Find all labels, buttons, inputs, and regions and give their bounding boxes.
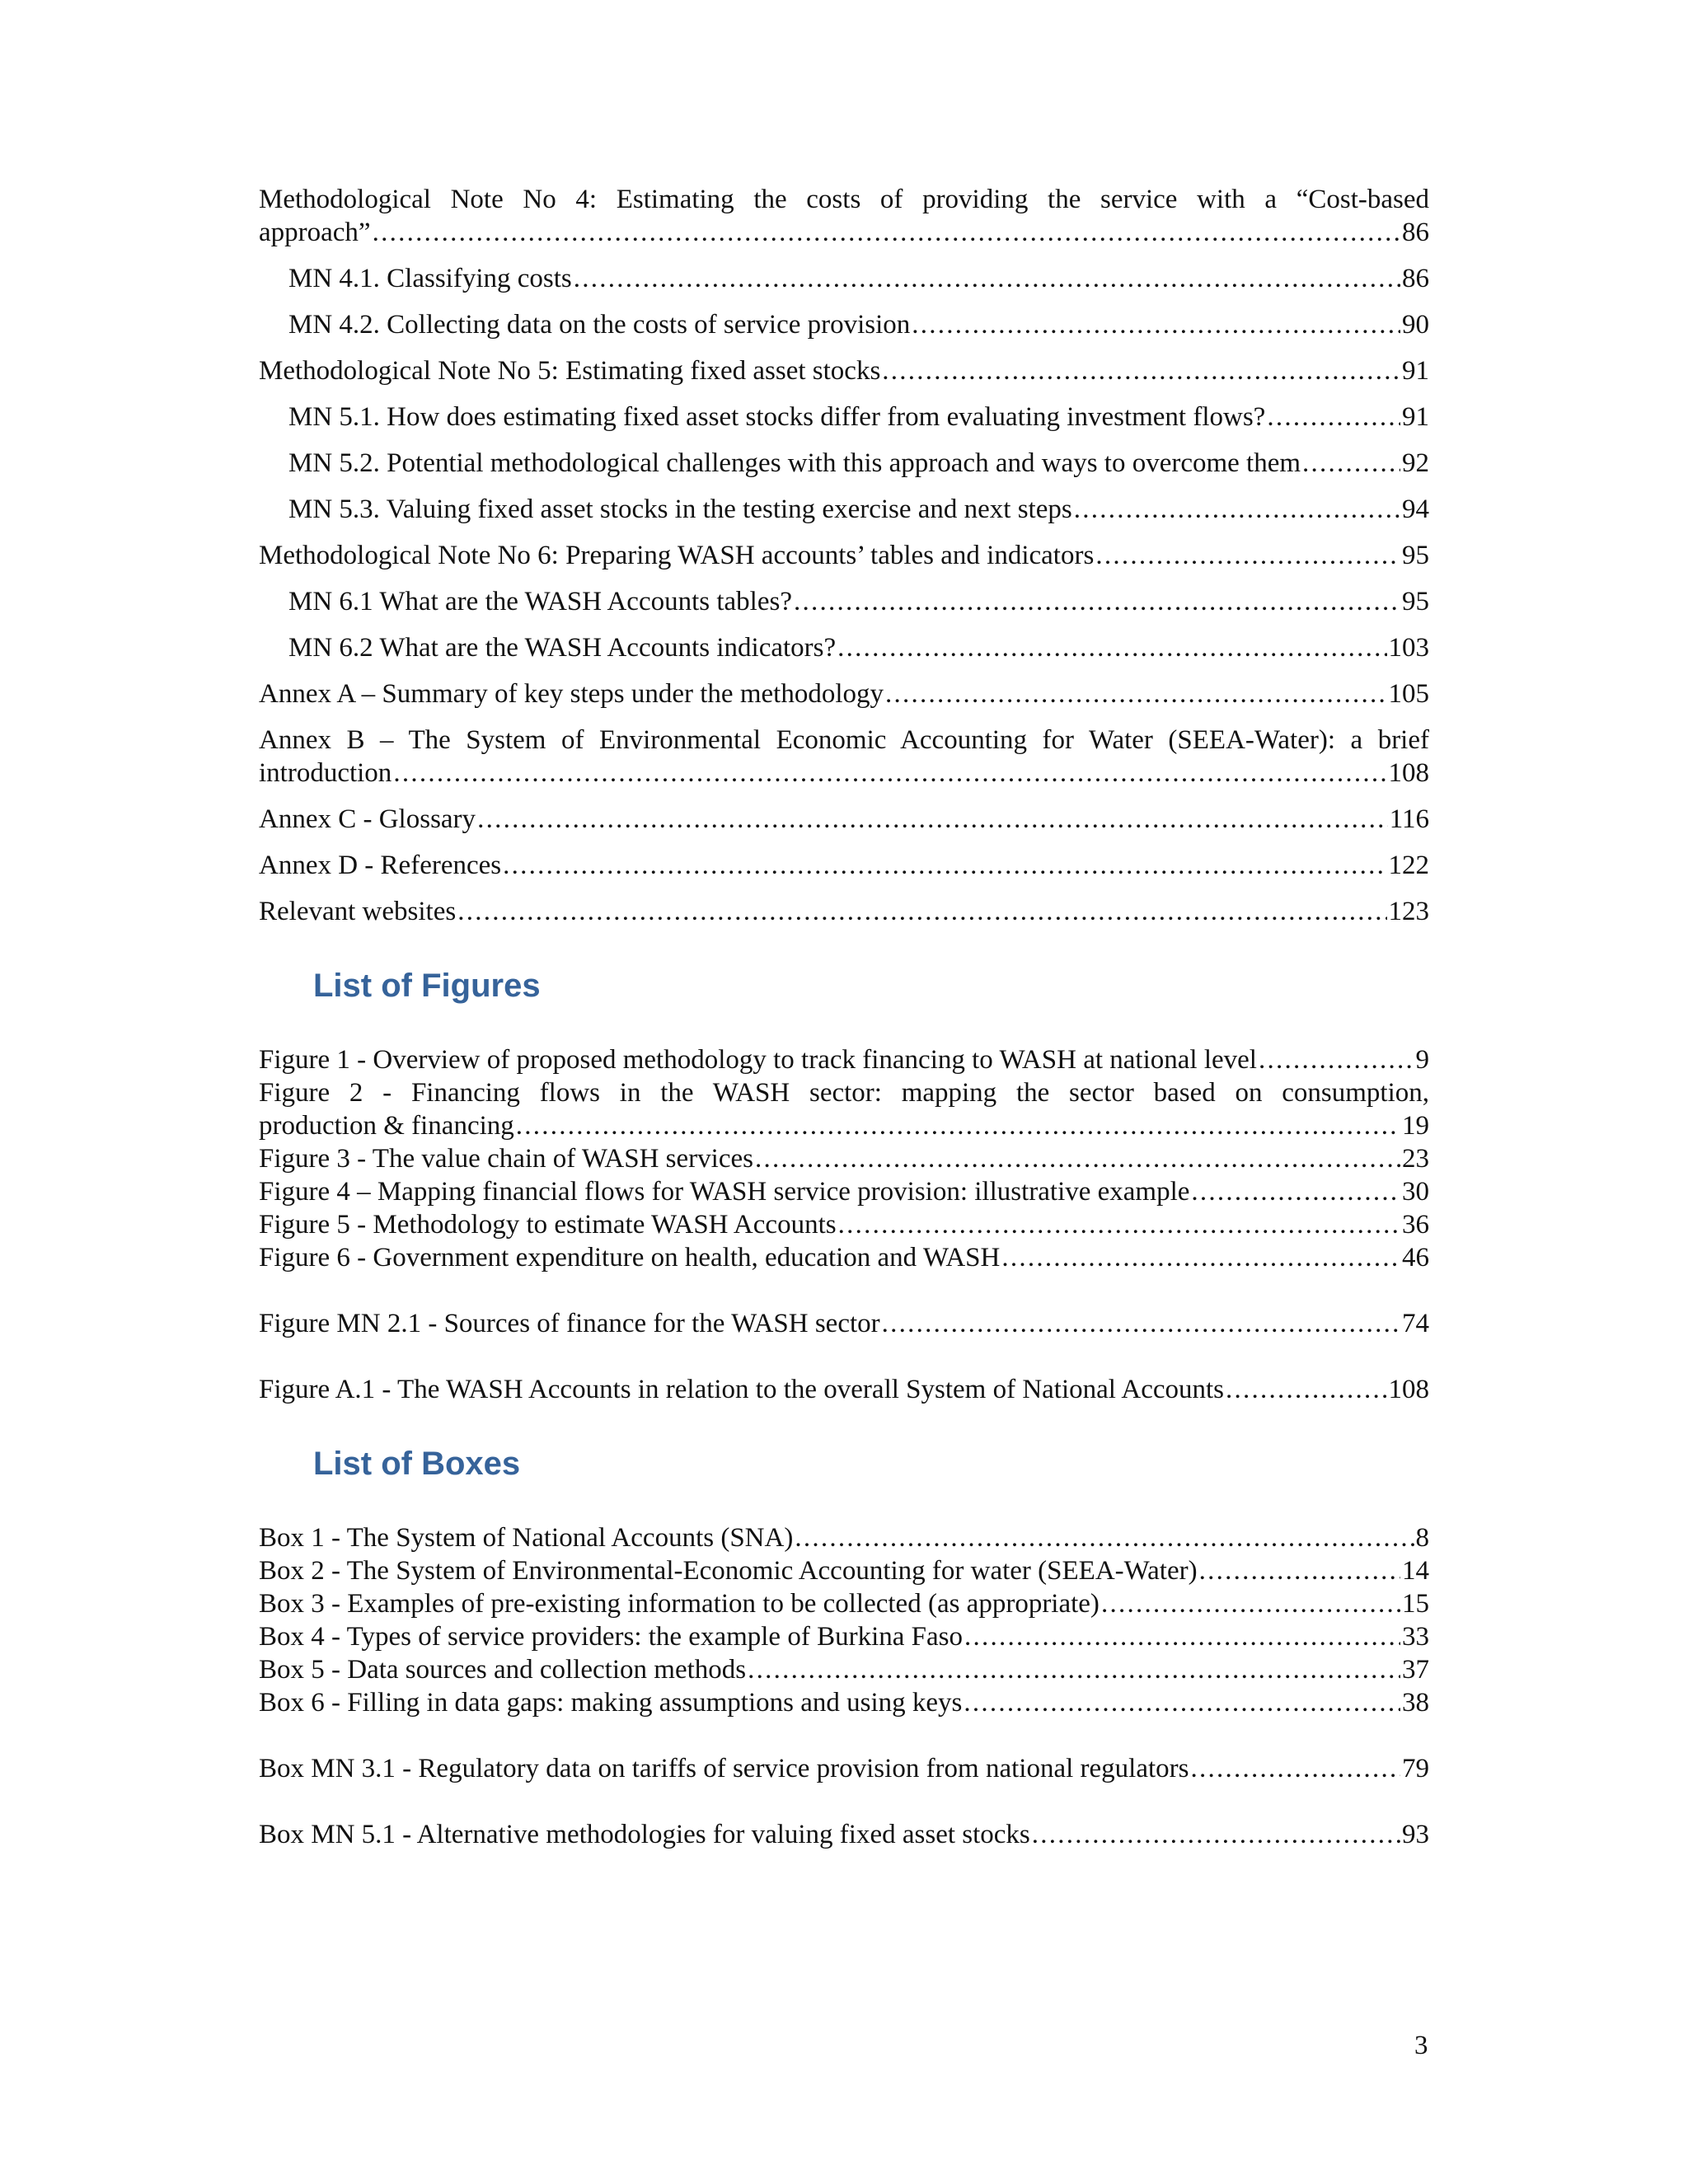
figure-entry-row[interactable] bbox=[259, 1043, 1429, 1076]
dot-leader bbox=[1001, 1241, 1400, 1274]
dot-leader bbox=[373, 216, 1400, 249]
box-entry-row[interactable] bbox=[259, 1653, 1429, 1686]
list-of-boxes-heading: List of Boxes bbox=[313, 1446, 521, 1482]
box-entry-row[interactable] bbox=[259, 1554, 1429, 1587]
dot-leader bbox=[885, 677, 1387, 710]
toc-entry[interactable] bbox=[259, 183, 1429, 249]
toc-entry-page-number: 95 bbox=[1402, 541, 1429, 570]
toc-entry-row[interactable] bbox=[259, 757, 1429, 790]
toc-entry-row[interactable] bbox=[259, 631, 1429, 664]
dot-leader bbox=[1095, 539, 1400, 572]
list-of-figures bbox=[259, 1043, 1429, 1406]
list-spacer bbox=[259, 1274, 1429, 1307]
figure-entry-page-number: 23 bbox=[1402, 1144, 1429, 1174]
dot-leader bbox=[457, 895, 1386, 928]
toc-entry-row[interactable] bbox=[259, 308, 1429, 341]
page-number: 3 bbox=[1414, 2031, 1428, 2060]
toc-entry-title: Methodological Note No 5: Estimating fixed asset stocks bbox=[259, 356, 881, 386]
toc-entry-row[interactable] bbox=[259, 447, 1429, 480]
box-entry-title: Box 1 - The System of National Accounts (SNA) bbox=[259, 1523, 794, 1553]
toc-entry-row[interactable] bbox=[259, 354, 1429, 387]
figure-entry-title: Figure 5 - Methodology to estimate WASH Accounts bbox=[259, 1210, 837, 1240]
list-spacer bbox=[259, 1340, 1429, 1373]
dot-leader bbox=[964, 1620, 1400, 1653]
toc-entry-title: Annex A – Summary of key steps under the methodology bbox=[259, 679, 884, 709]
page-content bbox=[259, 183, 1429, 1851]
dot-leader bbox=[393, 757, 1386, 790]
dot-leader bbox=[574, 262, 1400, 295]
toc-entry-page-number: 122 bbox=[1388, 851, 1429, 880]
toc-entry-page-number: 123 bbox=[1388, 897, 1429, 926]
box-entry-row[interactable] bbox=[259, 1521, 1429, 1554]
figure-entry[interactable] bbox=[259, 1076, 1429, 1142]
figure-entry-row[interactable] bbox=[259, 1175, 1429, 1208]
figure-entry-title: Figure 4 – Mapping financial flows for WASH service provision: illustrative example bbox=[259, 1177, 1190, 1207]
box-entry-page-number: 79 bbox=[1402, 1754, 1429, 1783]
figure-entry-page-number: 46 bbox=[1402, 1243, 1429, 1272]
figure-entry-row[interactable] bbox=[259, 1208, 1429, 1241]
toc-entry-page-number: 90 bbox=[1402, 310, 1429, 340]
toc-entry-page-number: 105 bbox=[1388, 679, 1429, 709]
box-entry-page-number: 37 bbox=[1402, 1655, 1429, 1685]
dot-leader bbox=[794, 585, 1400, 618]
dot-leader bbox=[882, 1307, 1400, 1340]
figure-entry-title: Figure MN 2.1 - Sources of finance for the WASH sector bbox=[259, 1309, 880, 1338]
toc-entry-row[interactable] bbox=[259, 401, 1429, 434]
dot-leader bbox=[755, 1142, 1400, 1175]
toc-entry-title-line-1: Methodological Note No 4: Estimating the costs of providing the service with a “Cost-based bbox=[259, 185, 1429, 214]
toc-entry-page-number: 91 bbox=[1402, 356, 1429, 386]
figure-entry-title: Figure 3 - The value chain of WASH services bbox=[259, 1144, 753, 1174]
figure-entry-row[interactable] bbox=[259, 1373, 1429, 1406]
box-entry-page-number: 15 bbox=[1402, 1589, 1429, 1619]
figure-entry-row[interactable] bbox=[259, 1307, 1429, 1340]
figure-entry-title: Figure 6 - Government expenditure on health, education and WASH bbox=[259, 1243, 1001, 1272]
toc-entry-page-number: 92 bbox=[1402, 448, 1429, 478]
dot-leader bbox=[503, 849, 1386, 882]
list-of-figures-heading: List of Figures bbox=[313, 968, 541, 1004]
dot-leader bbox=[795, 1521, 1414, 1554]
list-of-boxes bbox=[259, 1521, 1429, 1851]
toc-entry-title: introduction bbox=[259, 758, 392, 788]
box-entry-row[interactable] bbox=[259, 1587, 1429, 1620]
toc-entry-title: Annex C - Glossary bbox=[259, 804, 476, 834]
toc-entry-row[interactable] bbox=[259, 262, 1429, 295]
dot-leader bbox=[516, 1109, 1400, 1142]
box-entry-page-number: 14 bbox=[1402, 1556, 1429, 1586]
figure-entry-page-number: 9 bbox=[1415, 1045, 1429, 1075]
list-spacer bbox=[259, 1785, 1429, 1818]
box-entry-row[interactable] bbox=[259, 1620, 1429, 1653]
toc-entry-page-number: 94 bbox=[1402, 494, 1429, 524]
toc-entry-row[interactable] bbox=[259, 803, 1429, 836]
toc-entry-title: Annex D - References bbox=[259, 851, 502, 880]
dot-leader bbox=[1267, 401, 1400, 434]
box-entry-page-number: 38 bbox=[1402, 1688, 1429, 1718]
toc-entry-row[interactable] bbox=[259, 539, 1429, 572]
toc-entry-page-number: 103 bbox=[1388, 633, 1429, 663]
toc-entry-title: MN 6.1 What are the WASH Accounts tables? bbox=[288, 587, 792, 616]
dot-leader bbox=[912, 308, 1400, 341]
figure-entry-page-number: 19 bbox=[1402, 1111, 1429, 1141]
dot-leader bbox=[882, 354, 1400, 387]
toc-entry-row[interactable] bbox=[259, 677, 1429, 710]
toc-entry[interactable] bbox=[259, 724, 1429, 790]
toc-entry-row[interactable] bbox=[259, 895, 1429, 928]
toc-entry-page-number: 116 bbox=[1389, 804, 1429, 834]
dot-leader bbox=[1032, 1818, 1400, 1851]
toc-entry-title: Relevant websites bbox=[259, 897, 457, 926]
figure-entry-title-line-1: Figure 2 - Financing flows in the WASH sector: mapping the sector based on consumption, bbox=[259, 1078, 1429, 1108]
toc-entry-page-number: 108 bbox=[1388, 758, 1429, 788]
dot-leader bbox=[1190, 1752, 1400, 1785]
figure-entry-row[interactable] bbox=[259, 1241, 1429, 1274]
box-entry-row[interactable] bbox=[259, 1818, 1429, 1851]
toc-entry-title: Methodological Note No 6: Preparing WASH accounts’ tables and indicators bbox=[259, 541, 1095, 570]
box-entry-title: Box 4 - Types of service providers: the example of Burkina Faso bbox=[259, 1622, 963, 1652]
dot-leader bbox=[1101, 1587, 1400, 1620]
toc-entry-page-number: 95 bbox=[1402, 587, 1429, 616]
list-spacer bbox=[259, 1719, 1429, 1752]
figure-entry-title: Figure 1 - Overview of proposed methodology to track financing to WASH at national level bbox=[259, 1045, 1257, 1075]
figure-entry-page-number: 30 bbox=[1402, 1177, 1429, 1207]
toc-entry-title: MN 6.2 What are the WASH Accounts indicators? bbox=[288, 633, 837, 663]
dot-leader bbox=[1226, 1373, 1386, 1406]
box-entry-title: Box 2 - The System of Environmental-Economic Accounting for water (SEEA-Water) bbox=[259, 1556, 1198, 1586]
dot-leader bbox=[1302, 447, 1400, 480]
dot-leader bbox=[964, 1686, 1400, 1719]
dot-leader bbox=[748, 1653, 1400, 1686]
toc-entry-title-line-1: Annex B – The System of Environmental Economic Accounting for Water (SEEA-Water): a brief bbox=[259, 725, 1429, 755]
toc-entry-row[interactable] bbox=[259, 849, 1429, 882]
toc-entry-title: MN 5.3. Valuing fixed asset stocks in the testing exercise and next steps bbox=[288, 494, 1072, 524]
dot-leader bbox=[838, 1208, 1400, 1241]
box-entry-page-number: 8 bbox=[1415, 1523, 1429, 1553]
box-entry-title: Box 3 - Examples of pre-existing information to be collected (as appropriate) bbox=[259, 1589, 1100, 1619]
toc-entry-title: MN 5.2. Potential methodological challenges with this approach and ways to overcome them bbox=[288, 448, 1301, 478]
figure-entry-page-number: 74 bbox=[1402, 1309, 1429, 1338]
toc-entry-title: MN 4.1. Classifying costs bbox=[288, 264, 572, 293]
dot-leader bbox=[1259, 1043, 1414, 1076]
box-entry-page-number: 93 bbox=[1402, 1820, 1429, 1849]
toc-entry-row[interactable] bbox=[259, 585, 1429, 618]
toc-entry-row[interactable] bbox=[259, 493, 1429, 526]
dot-leader bbox=[1191, 1175, 1400, 1208]
box-entry-title: Box MN 3.1 - Regulatory data on tariffs of service provision from national regulators bbox=[259, 1754, 1189, 1783]
dot-leader bbox=[1074, 493, 1400, 526]
toc-entry-row[interactable] bbox=[259, 216, 1429, 249]
box-entry-title: Box 5 - Data sources and collection methods bbox=[259, 1655, 747, 1685]
box-entry-title: Box 6 - Filling in data gaps: making assumptions and using keys bbox=[259, 1688, 963, 1718]
figure-entry-title: production & financing bbox=[259, 1111, 514, 1141]
dot-leader bbox=[477, 803, 1388, 836]
box-entry-row[interactable] bbox=[259, 1686, 1429, 1719]
table-of-contents bbox=[259, 183, 1429, 928]
toc-entry-title: MN 5.1. How does estimating fixed asset stocks differ from evaluating investment flows? bbox=[288, 402, 1266, 432]
toc-entry-title: approach” bbox=[259, 218, 371, 247]
dot-leader bbox=[837, 631, 1386, 664]
toc-entry-page-number: 91 bbox=[1402, 402, 1429, 432]
box-entry-page-number: 33 bbox=[1402, 1622, 1429, 1652]
box-entry-row[interactable] bbox=[259, 1752, 1429, 1785]
toc-entry-page-number: 86 bbox=[1402, 218, 1429, 247]
figure-entry-page-number: 36 bbox=[1402, 1210, 1429, 1240]
toc-entry-title: MN 4.2. Collecting data on the costs of service provision bbox=[288, 310, 911, 340]
figure-entry-row[interactable] bbox=[259, 1109, 1429, 1142]
figure-entry-page-number: 108 bbox=[1388, 1375, 1429, 1404]
box-entry-title: Box MN 5.1 - Alternative methodologies for valuing fixed asset stocks bbox=[259, 1820, 1030, 1849]
figure-entry-row[interactable] bbox=[259, 1142, 1429, 1175]
toc-entry-page-number: 86 bbox=[1402, 264, 1429, 293]
dot-leader bbox=[1199, 1554, 1400, 1587]
figure-entry-title: Figure A.1 - The WASH Accounts in relation to the overall System of National Accounts bbox=[259, 1375, 1225, 1404]
